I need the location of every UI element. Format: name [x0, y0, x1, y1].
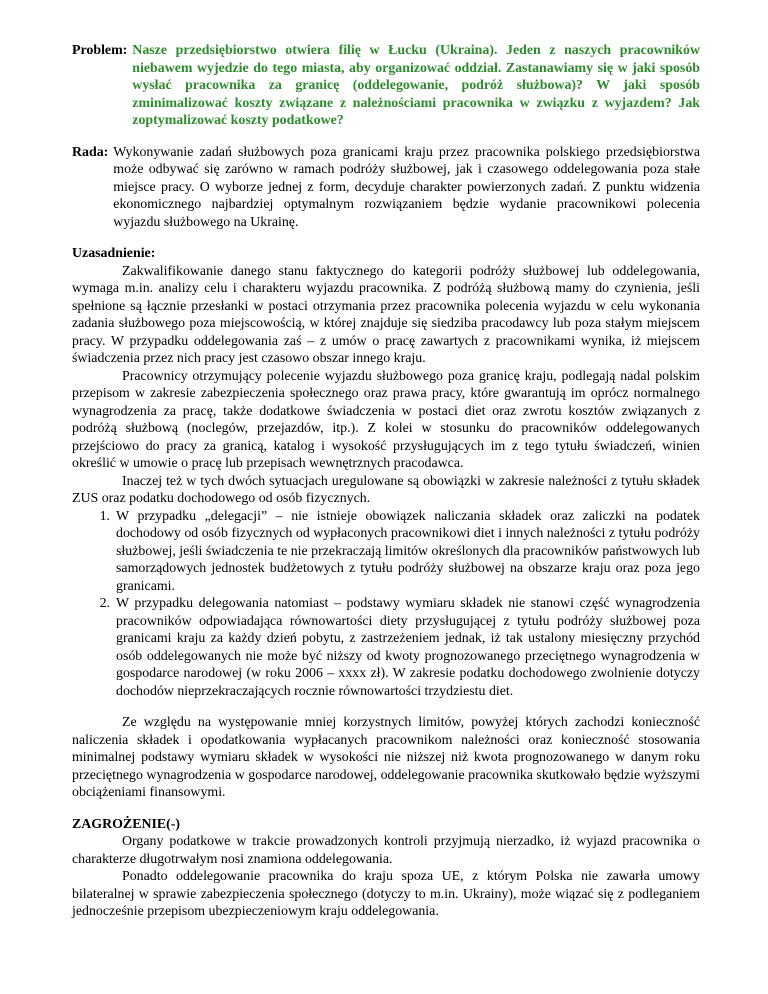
problem-section — [72, 42, 700, 130]
list-item — [72, 508, 700, 596]
problem-label: Problem: — [72, 43, 128, 58]
uzasadnienie-paragraph: Pracownicy otrzymujący polecenie wyjazdu służbowego poza granicę kraju, podlegają nadal polskim przepisom w zakresie zabezpieczenia społecznego oraz prawa pracy, które gwarantują im oprócz normalnego wynagrodzenia za pracę, także dodatkowe świadczenia w postaci diet oraz zwrotu kosztów związanych z podróżą służbową (noclegów, przejazdów, itp.). Z kolei w stosunku do pracowników oddelegowanych przejściowo do pracy za granicą, katalog i wysokość przysługujących im z tego tytułu świadczeń, winien określić w umowie o pracę lub przepisach wewnętrznych pracodawca. — [72, 368, 700, 471]
list-text: W przypadku „delegacji” – nie istnieje obowiązek naliczania składek oraz zaliczki na podatek dochodowy od osób fizycznych od wypłaconych pracownikowi diet i innych należności z tytułu podróży służbowej, jeśli świadczenia te nie przekraczają limitów określonych dla pracowników państwowych lub samorządowych jednostek budżetowych z tytułu podróży służbowej na obszarze kraju oraz poza jego granicami. — [116, 508, 700, 594]
list-number: 2. — [99, 596, 110, 611]
uzasadnienie-paragraph: Zakwalifikowanie danego stanu faktycznego do kategorii podróży służbowej lub oddelegowania, wymaga m.in. analizy celu i charakteru wyjazdu pracownika. Z podróżą służbową mamy do czynienia, jeśli spełnione są łącznie przesłanki w postaci otrzymania przez pracownika polecenia wyjazdu w celu wykonania zadania służbowego poza miejscowością, w której znajduje się siedziba pracodawcy lub poza stałym miejscem pracy. W przypadku oddelegowania zaś – z umów o pracę zawartych z pracownikami wynika, iż miejscem świadczenia przez nich pracy jest czasowo obszar innego kraju. — [72, 263, 700, 366]
zagrozenie-section — [72, 816, 700, 921]
closing-paragraph: Ze względu na występowanie mniej korzystnych limitów, powyżej których zachodzi konieczność naliczenia składek i opodatkowania wypłacanych pracownikom należności oraz konieczność stosowania minimalnej podstawy wymiaru składek w wysokości nie niższej niż kwota prognozowanego w danym roku przeciętnego wynagrodzenia w gospodarce narodowej, oddelegowanie pracownika skutkowało będzie wyższymi obciążeniami finansowymi. — [72, 715, 700, 800]
list-text: W przypadku delegowania natomiast – podstawy wymiaru składek nie stanowi część wynagrodzenia pracowników odpowiadająca równowartości diety przysługującej z tytułu podróży służbowej poza granicami kraju za każdy dzień pobytu, z zastrzeżeniem jednak, iż tak ustalony miesięczny przychód osób oddelegowanych nie może być niższy od kwoty prognozowanego przeciętnego wynagrodzenia w gospodarce narodowej (w roku 2006 – xxxx zł). W zakresie podatku dochodowego zwolnienie dotyczy dochodów nieprzekraczających rocznie równowartości trzydziestu diet. — [116, 596, 700, 699]
list-number: 1. — [99, 508, 110, 524]
zagrozenie-heading: ZAGROŻENIE(-) — [72, 816, 181, 832]
uzasadnienie-heading: Uzasadnienie: — [72, 246, 156, 261]
document-page — [72, 42, 700, 921]
zagrozenie-paragraph: Ponadto oddelegowanie pracownika do kraju spoza UE, z którym Polska nie zawarła umowy bilateralnej w sprawie zabezpieczenia społecznego (dotyczy to m.in. Ukrainy), może wiązać się z podleganiem jednocześnie przepisom ubezpieczeniowym kraju oddelegowania. — [72, 869, 700, 919]
problem-text: Nasze przedsiębiorstwo otwiera filię w Łucku (Ukraina). Jeden z naszych pracowników niebawem wyjedzie do tego miasta, aby organizować oddział. Zastanawiamy się w jaki sposób wysłać pracownika za granicę (oddelegowanie, podróż służbowa)? W jaki sposób zminimalizować koszty związane z należnościami pracownika w związku z wyjazdem? Jak zoptymalizować koszty podatkowe? — [132, 43, 700, 128]
rada-text: Wykonywanie zadań służbowych poza granicami kraju przez pracownika polskiego przedsiębiorstwa może odbywać się zarówno w ramach podróży służbowej, jak i czasowego oddelegowania poza stałe miejsce pracy. O wyborze jednej z form, decyduje charakter powierzonych zadań. Z punktu widzenia ekonomicznego najbardziej optymalnym rozwiązaniem będzie wydanie pracownikowi polecenia wyjazdu służbowego na Ukrainę. — [113, 144, 700, 230]
uzasadnienie-section — [72, 245, 700, 802]
rada-section — [72, 144, 700, 232]
uzasadnienie-paragraph: Inaczej też w tych dwóch sytuacjach uregulowane są obowiązki w zakresie należności z tytułu składek ZUS oraz podatku dochodowego od osób fizycznych. — [72, 473, 700, 506]
rada-label: Rada: — [72, 144, 109, 160]
numbered-list — [72, 508, 700, 701]
list-item — [72, 595, 700, 700]
zagrozenie-paragraph: Organy podatkowe w trakcie prowadzonych kontroli przyjmują nierzadko, iż wyjazd pracownika o charakterze długotrwałym nosi znamiona oddelegowania. — [72, 834, 700, 867]
